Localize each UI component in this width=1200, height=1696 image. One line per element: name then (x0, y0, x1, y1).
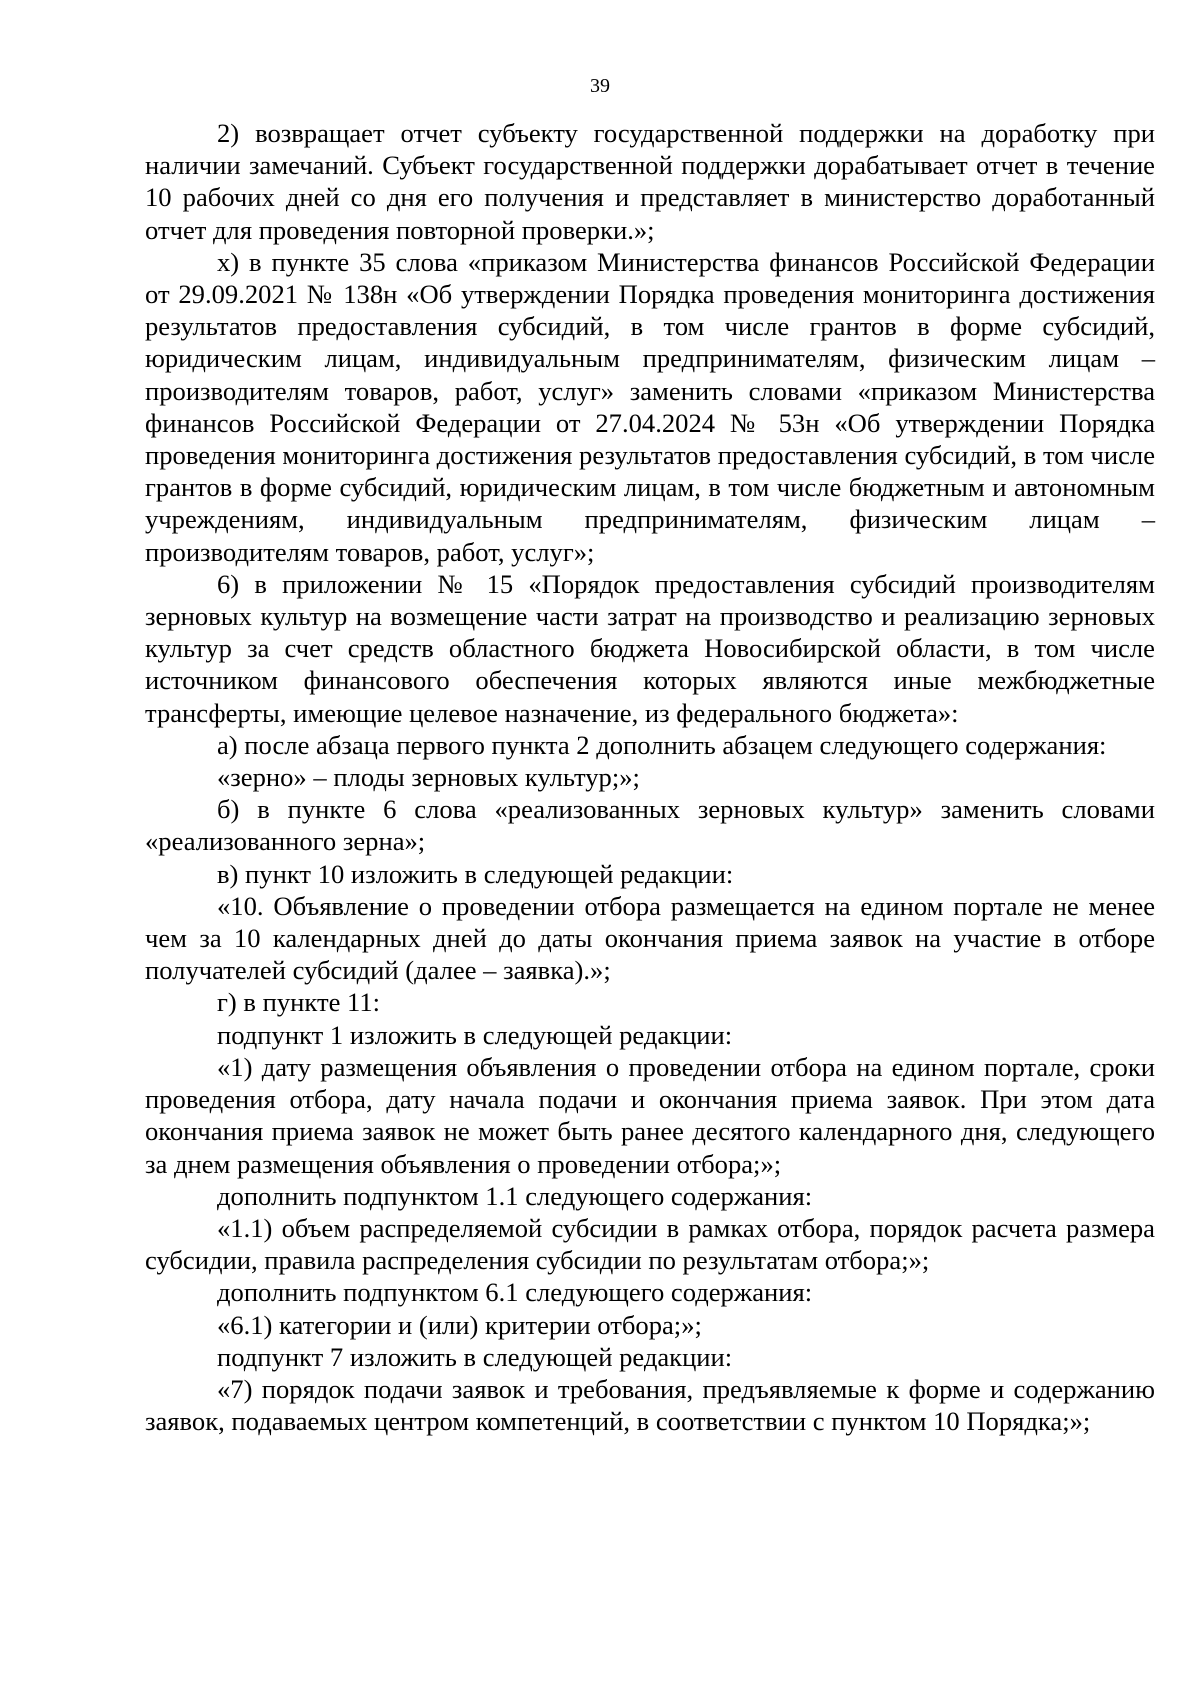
paragraph-subpoint-6-1: «6.1) категории и (или) критерии отбора;»; (217, 1309, 702, 1340)
paragraph-point-10: «10. Объявление о проведении отбора размещается на едином портале не менее чем за 10 календарных дней до даты окончания приема заявок на участие в отборе получателей субсидий (далее – заявка).»; (145, 890, 1155, 986)
paragraph-item-b: б) в пункте 6 слова «реализованных зерновых культур» заменить словами «реализованного зерна»; (145, 794, 1155, 857)
paragraph-subpoint-7: «7) порядок подачи заявок и требования, предъявляемые к форме и содержанию заявок, подаваемых центром компетенций, в соответствии с пунктом 10 Порядка;»; (145, 1373, 1155, 1437)
paragraph-item-g: г) в пункте 11: (217, 987, 381, 1018)
paragraph-subpoint-6-1-intro: дополнить подпунктом 6.1 следующего содержания: (217, 1277, 813, 1308)
paragraph-subpoint-7-intro: подпункт 7 изложить в следующей редакции: (217, 1341, 733, 1372)
paragraph-subpoint-1: «1) дату размещения объявления о проведении отбора на едином портале, сроки проведения отбора, дату начала подачи и окончания приема заявок. При этом дата окончания приема заявок не может быть ранее десятого календарного дня, следующего за днем размещения объявления о проведении отбора;»; (145, 1051, 1155, 1179)
document-body (145, 117, 1155, 1437)
paragraph-appendix-15: 6) в приложении № 15 «Порядок предоставления субсидий производителям зерновых культур на возмещение части затрат на производство и реализацию зерновых культур за счет средств областного бюджета Новосибирской области, в том числе источником финансового обеспечения которых являются иные межбюджетные трансферты, имеющие целевое назначение, из федерального бюджета»: (145, 568, 1155, 728)
paragraph-subpoint-1-intro: подпункт 1 изложить в следующей редакции: (217, 1019, 733, 1050)
paragraph-subpoint-1-1: «1.1) объем распределяемой субсидии в рамках отбора, порядок расчета размера субсидии, правила распределения субсидии по результатам отбора;»; (145, 1212, 1155, 1276)
paragraph-grain-definition: «зерно» – плоды зерновых культур;»; (217, 762, 640, 793)
page-number: 39 (590, 75, 610, 97)
paragraph-item-kh: х) в пункте 35 слова «приказом Министерства финансов Российской Федерации от 29.09.2021 № 138н «Об утверждении Порядка проведения мониторинга достижения результатов предоставления субсидий, в том числе грантов в форме субсидий, юридическим лицам, индивидуальным предпринимателям, физическим лицам – производителям товаров, работ, услуг» заменить словами «приказом Министерства финансов Российской Федерации от 27.04.2024 № 53н «Об утверждении Порядка проведения мониторинга достижения результатов предоставления субсидий, в том числе грантов в форме субсидий, юридическим лицам, в том числе бюджетным и автономным учреждениям, индивидуальным предпринимателям, физическим лицам – производителям товаров, работ, услуг»; (145, 246, 1155, 567)
paragraph-item-v: в) пункт 10 изложить в следующей редакции: (217, 858, 734, 889)
paragraph-subpoint-1-1-intro: дополнить подпунктом 1.1 следующего содержания: (217, 1180, 813, 1211)
paragraph-item-a: а) после абзаца первого пункта 2 дополнить абзацем следующего содержания: (217, 729, 1107, 760)
paragraph-report-return: 2) возвращает отчет субъекту государственной поддержки на доработку при наличии замечаний. Субъект государственной поддержки дорабатывает отчет в течение 10 рабочих дней со дня его получения и представляет в министерство доработанный отчет для проведения повторной проверки.»; (145, 118, 1155, 245)
